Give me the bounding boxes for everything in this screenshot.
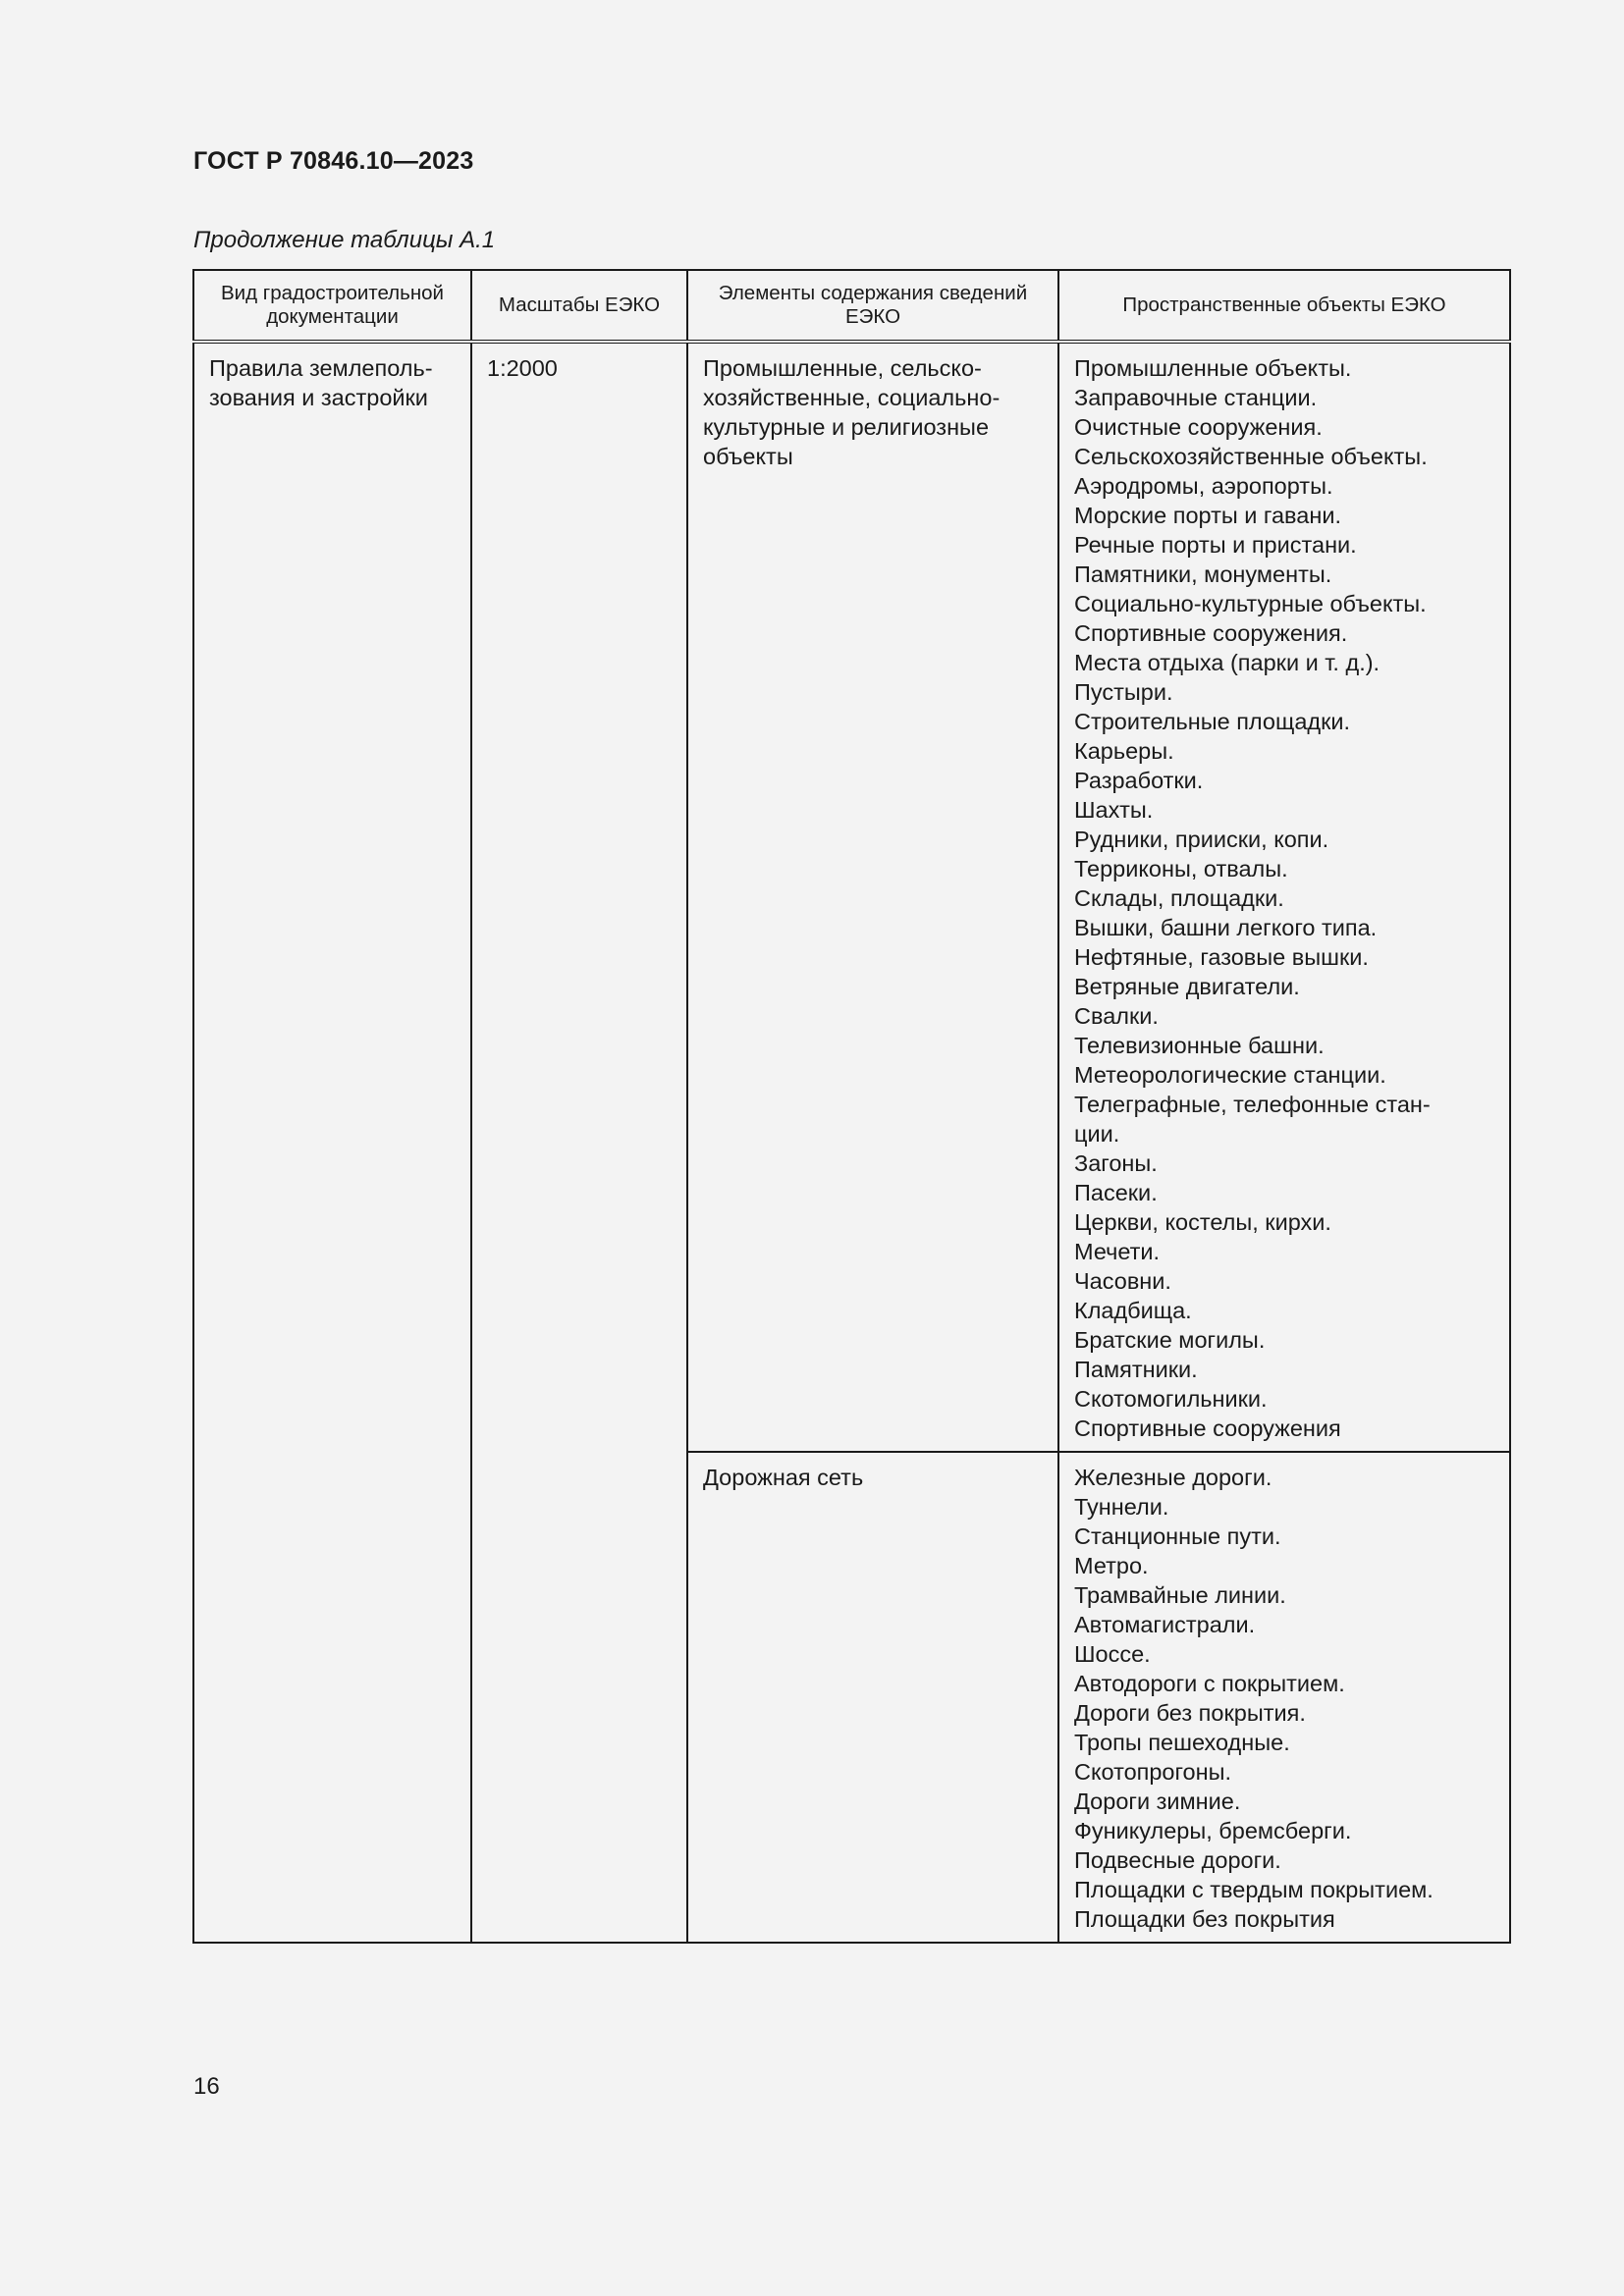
spatial-object-item: ции. — [1074, 1121, 1120, 1147]
spatial-object-item: Памятники. — [1074, 1357, 1198, 1382]
spatial-object-item: Спортивные сооружения — [1074, 1415, 1341, 1441]
spatial-object-item: Дороги зимние. — [1074, 1789, 1241, 1814]
spatial-object-item: Железные дороги. — [1074, 1465, 1272, 1490]
column-header-scale: Масштабы ЕЭКО — [471, 270, 687, 342]
spatial-object-item: Ветряные двигатели. — [1074, 974, 1300, 999]
content-element-line: Промышленные, сельско- — [703, 355, 982, 381]
spatial-object-item: Вышки, башни легкого типа. — [1074, 915, 1378, 940]
spatial-object-item: Места отдыха (парки и т. д.). — [1074, 650, 1380, 675]
content-element-cell — [687, 1452, 1058, 1943]
spatial-object-item: Спортивные сооружения. — [1074, 620, 1348, 646]
content-element-line: культурные и религиозные — [703, 414, 990, 440]
spatial-object-item: Трамвайные линии. — [1074, 1582, 1286, 1608]
spatial-object-item: Площадки с твердым покрытием. — [1074, 1877, 1434, 1902]
spatial-object-item: Метро. — [1074, 1553, 1149, 1578]
spatial-object-item: Мечети. — [1074, 1239, 1161, 1264]
spatial-object-item: Дороги без покрытия. — [1074, 1700, 1306, 1726]
spatial-object-item: Фуникулеры, бремсберги. — [1074, 1818, 1352, 1843]
table-caption: Продолжение таблицы А.1 — [193, 227, 496, 253]
spatial-object-item: Церкви, костелы, кирхи. — [1074, 1209, 1331, 1235]
spatial-object-item: Автодороги с покрытием. — [1074, 1671, 1345, 1696]
spatial-object-item: Пасеки. — [1074, 1180, 1158, 1205]
spatial-object-item: Скотомогильники. — [1074, 1386, 1268, 1412]
spatial-object-item: Аэродромы, аэропорты. — [1074, 473, 1333, 499]
spatial-object-item: Станционные пути. — [1074, 1523, 1281, 1549]
spatial-object-item: Сельскохозяйственные объекты. — [1074, 444, 1428, 469]
spatial-object-item: Памятники, монументы. — [1074, 561, 1332, 587]
spatial-object-item: Морские порты и гавани. — [1074, 503, 1341, 528]
spatial-object-item: Строительные площадки. — [1074, 709, 1351, 734]
spatial-object-item: Часовни. — [1074, 1268, 1171, 1294]
spatial-object-item: Терриконы, отвалы. — [1074, 856, 1288, 881]
spatial-object-item: Промышленные объекты. — [1074, 355, 1352, 381]
spatial-object-item: Социально-культурные объекты. — [1074, 591, 1427, 616]
spatial-object-item: Метеорологические станции. — [1074, 1062, 1386, 1088]
spatial-object-item: Нефтяные, газовые вышки. — [1074, 944, 1369, 970]
spatial-object-item: Площадки без покрытия — [1074, 1906, 1335, 1932]
content-element-line: объекты — [703, 444, 793, 469]
spatial-object-item: Шоссе. — [1074, 1641, 1151, 1667]
spatial-objects-cell — [1058, 1452, 1510, 1943]
spatial-object-item: Скотопрогоны. — [1074, 1759, 1232, 1785]
spatial-object-item: Пустыри. — [1074, 679, 1173, 705]
scale-cell — [471, 342, 687, 1943]
spatial-objects-cell — [1058, 342, 1510, 1452]
page-number: 16 — [193, 2073, 220, 2100]
spatial-object-item: Разработки. — [1074, 768, 1204, 793]
table-header-row — [193, 270, 1510, 342]
spatial-object-item: Телеграфные, телефонные стан- — [1074, 1092, 1431, 1117]
table-container — [192, 269, 1509, 1944]
spatial-object-item: Подвесные дороги. — [1074, 1847, 1281, 1873]
column-header-document-type: Вид градостроительной документации — [193, 270, 471, 342]
column-header-spatial-objects: Пространственные объекты ЕЭКО — [1058, 270, 1510, 342]
document-type-cell — [193, 342, 471, 1943]
spatial-object-item: Карьеры. — [1074, 738, 1174, 764]
spatial-object-item: Шахты. — [1074, 797, 1154, 823]
spatial-object-item: Автомагистрали. — [1074, 1612, 1256, 1637]
spatial-object-item: Тропы пешеходные. — [1074, 1730, 1290, 1755]
spatial-object-item: Братские могилы. — [1074, 1327, 1266, 1353]
scale-value: 1:2000 — [487, 355, 558, 381]
spatial-object-item: Загоны. — [1074, 1150, 1158, 1176]
spatial-object-item: Туннели. — [1074, 1494, 1169, 1520]
spatial-object-item: Речные порты и пристани. — [1074, 532, 1357, 558]
spatial-object-item: Склады, площадки. — [1074, 885, 1284, 911]
spatial-object-item: Кладбища. — [1074, 1298, 1192, 1323]
spatial-object-item: Телевизионные башни. — [1074, 1033, 1325, 1058]
content-element-line: хозяйственные, социально- — [703, 385, 1001, 410]
content-element-line: Дорожная сеть — [703, 1465, 864, 1490]
table-row — [193, 342, 1510, 1452]
eeko-table — [192, 269, 1511, 1944]
spatial-object-item: Заправочные станции. — [1074, 385, 1318, 410]
document-type-line: Правила землеполь- — [209, 355, 433, 381]
spatial-object-item: Очистные сооружения. — [1074, 414, 1323, 440]
column-header-content-elements: Элементы содержания сведений ЕЭКО — [687, 270, 1058, 342]
document-type-line: зования и застройки — [209, 385, 428, 410]
content-element-cell — [687, 342, 1058, 1452]
spatial-object-item: Свалки. — [1074, 1003, 1159, 1029]
standard-title: ГОСТ Р 70846.10—2023 — [193, 147, 474, 175]
spatial-object-item: Рудники, прииски, копи. — [1074, 827, 1329, 852]
